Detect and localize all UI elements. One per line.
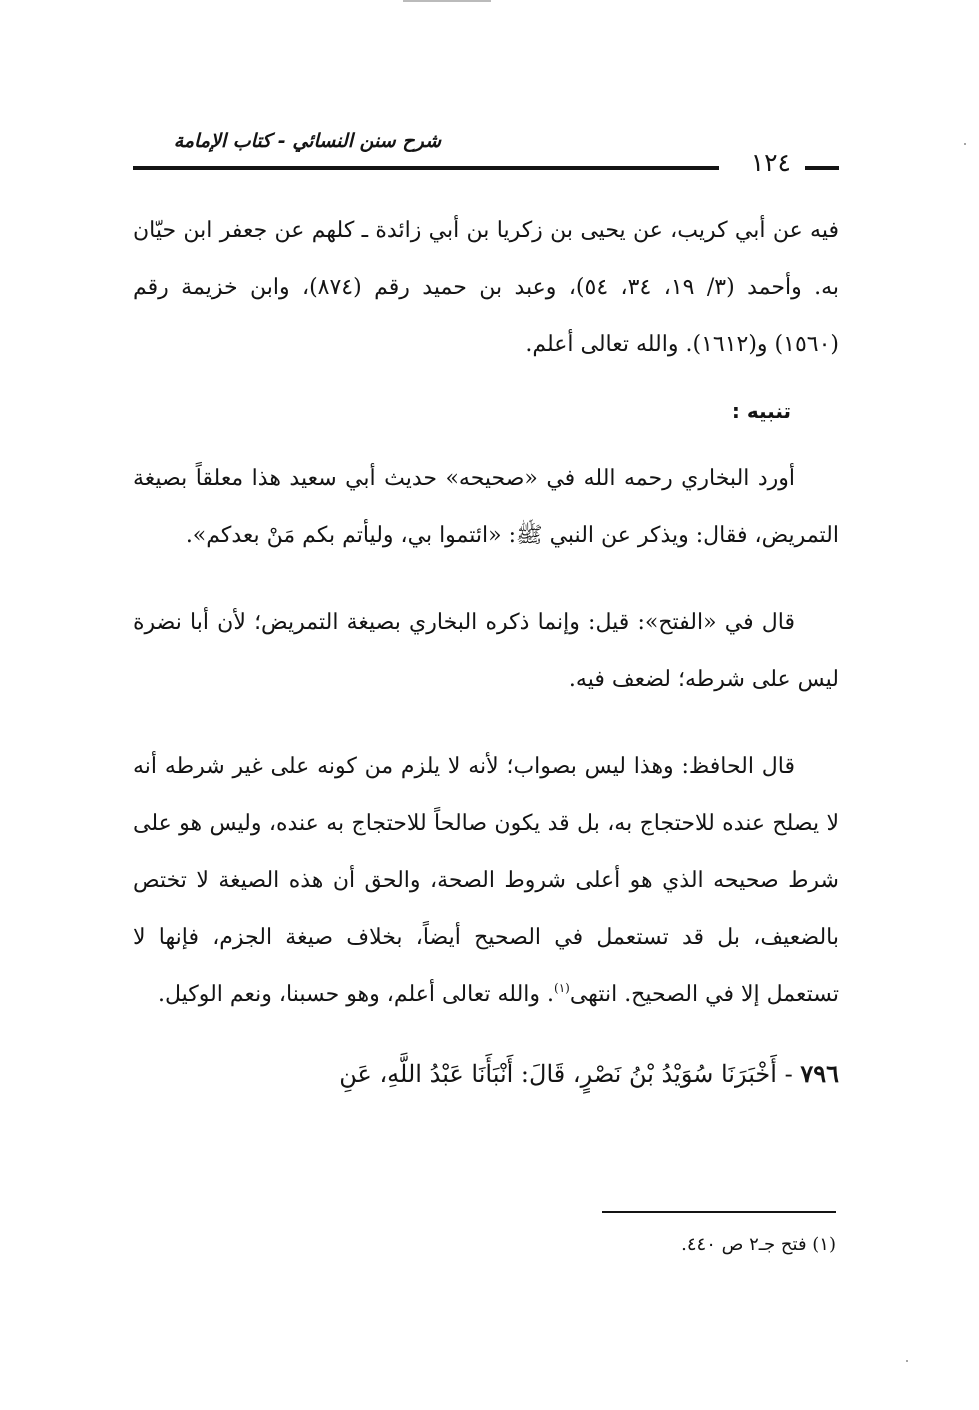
paragraph-bukhari: أورد البخاري رحمه الله في «صحيحه» حديث أبي سعيد هذا معلقاً بصيغة التمريض، فقال: ويذكر عن النبي ﷺ: «ائتموا بي، وليأتم بكم مَنْ بعدكم». xyxy=(133,466,839,548)
section-heading: تنبيه : xyxy=(731,399,791,423)
page-number-dash xyxy=(805,166,839,170)
running-title: شرح سنن النسائي - كتاب الإمامة xyxy=(173,130,441,152)
scan-speck xyxy=(964,143,966,145)
scan-speck xyxy=(906,1360,908,1362)
page-number: ١٢٤ xyxy=(750,148,791,177)
header-rule xyxy=(133,166,719,170)
main-text xyxy=(133,202,839,1103)
footnote-rule xyxy=(602,1211,836,1213)
footnote: (١) فتح جـ٢ ص ٤٤٠. xyxy=(681,1234,836,1255)
hafiz-closing: . والله تعالى أعلم، وهو حسبنا، ونعم الوكيل. xyxy=(157,982,555,1007)
footnote-marker: (١) xyxy=(554,981,570,995)
paragraph-takhrij: فيه عن أبي كريب، عن يحيى بن زكريا بن أبي زائدة ـ كلهم عن جعفر ابن حيّان به. وأحمد (٣/ ١٩، ٣٤، ٥٤)، وعبد بن حميد رقم (٨٧٤)، وابن خزيمة رقم (١٥٦٠) و(١٦١٢). والله تعالى أعلم. xyxy=(133,218,840,357)
paragraph-hafiz xyxy=(133,738,839,1023)
hadith-text: - أَخْبَرَنَا سُوَيْدُ بْنُ نَصْرٍ، قَالَ: أَنْبَأَنَا عَبْدُ اللَّهِ، عَنِ xyxy=(339,1060,793,1088)
top-edge-mark xyxy=(403,0,491,2)
page-header xyxy=(133,128,839,182)
hadith-number: ٧٩٦ xyxy=(800,1059,839,1088)
paragraph-fath: قال في «الفتح»: قيل: وإنما ذكره البخاري بصيغة التمريض؛ لأن أبا نضرة ليس على شرطه؛ لضعف فيه. xyxy=(133,610,839,692)
hafiz-text: قال الحافظ: وهذا ليس بصواب؛ لأنه لا يلزم من كونه على غير شرطه أنه لا يصلح عنده للاحتجاج به، بل قد يكون صالحاً للاحتجاج به عنده، وليس هو على شرط صحيحه الذي هو أعلى شروط الصحة، والحق أن هذه الصيغة لا تختص بالضعيف، بل قد تستعمل في الصحيح أيضاً، بخلاف صيغة الجزم، فإنها لا تستعمل إلا في الصحيح. انتهى xyxy=(133,754,839,1007)
hadith-opening xyxy=(133,1045,839,1103)
